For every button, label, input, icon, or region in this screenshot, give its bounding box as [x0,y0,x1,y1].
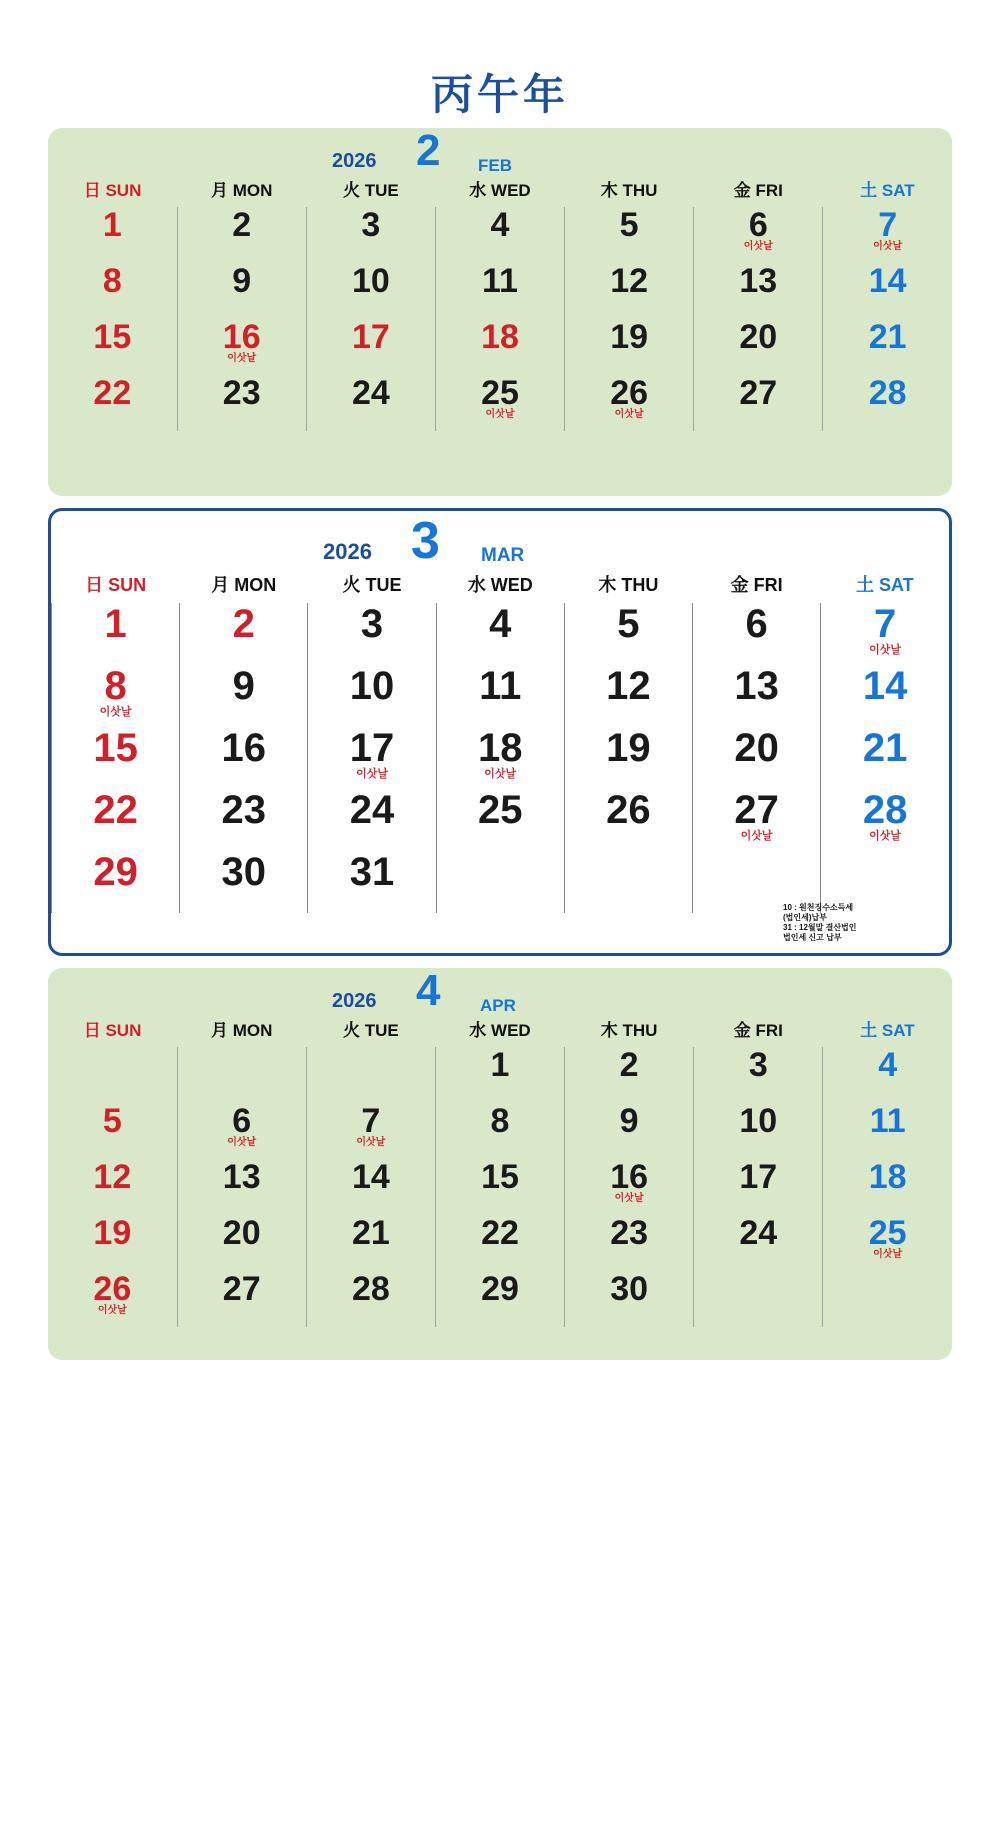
day-number: 28 [351,1270,390,1308]
day-number: 26 [606,788,651,832]
weekday-sat: 土 SAT [860,181,915,200]
weekday-fri: 金 FRI [733,1021,783,1040]
day-cell[interactable] [48,319,177,375]
calendar-grid-mar [51,569,949,913]
day-number: 13 [734,664,779,708]
day-cell[interactable] [177,263,306,319]
day-cell[interactable] [693,665,821,727]
day-cell-empty [823,1271,952,1327]
day-note: 이삿날 [356,1137,386,1149]
day-cell[interactable] [564,603,692,665]
month-year-apr: 2026 [332,990,377,1012]
day-cell[interactable] [565,1215,694,1271]
day-note: 이삿날 [99,705,132,718]
calendar-body-feb [48,207,952,431]
day-number: 12 [606,664,651,708]
day-number: 18 [481,318,519,356]
day-cell[interactable] [308,851,436,913]
day-number: 11 [479,664,522,708]
day-cell[interactable] [177,1159,306,1215]
month-year-mar: 2026 [323,539,372,564]
day-cell[interactable] [823,1047,952,1103]
day-note: 이삿날 [484,767,517,780]
day-cell[interactable] [48,263,177,319]
calendar-grid-feb [48,174,952,431]
week-row [52,727,950,789]
day-cell[interactable] [823,1215,952,1271]
day-number: 10 [351,262,390,300]
day-number: 4 [490,206,510,244]
day-cell[interactable] [306,375,435,431]
day-cell[interactable] [821,727,949,789]
month-number-mar: 3 [411,512,440,570]
month-abbr-mar: MAR [481,545,525,566]
day-note: 이삿날 [614,409,644,421]
day-cell[interactable] [435,375,564,431]
week-row [48,207,952,263]
day-cell[interactable] [177,319,306,375]
weekday-sat: 土 SAT [856,575,914,595]
day-cell[interactable] [694,1103,823,1159]
day-number: 18 [477,726,523,770]
day-cell[interactable] [177,1215,306,1271]
day-number: 27 [734,788,779,832]
day-cell[interactable] [436,603,564,665]
month-number-feb: 2 [416,126,441,175]
day-cell[interactable] [435,1271,564,1327]
day-number: 28 [862,788,908,832]
week-row [48,319,952,375]
day-number: 22 [481,1214,519,1252]
day-cell[interactable] [435,207,564,263]
day-note: 이삿날 [869,829,902,842]
day-number: 2 [619,1046,639,1084]
day-cell[interactable] [180,851,308,913]
day-number: 27 [222,1270,261,1308]
day-cell[interactable] [564,665,692,727]
month-year-feb: 2026 [332,150,377,172]
day-number: 16 [222,318,261,356]
day-number: 17 [349,726,395,770]
day-cell[interactable] [693,727,821,789]
day-cell-empty [306,1047,435,1103]
month-number-apr: 4 [416,966,441,1015]
day-number: 19 [93,1214,132,1252]
day-number: 24 [349,788,395,832]
day-cell[interactable] [177,1103,306,1159]
day-number: 5 [617,602,640,646]
day-cell[interactable] [435,1159,564,1215]
day-number: 1 [104,602,127,646]
day-cell[interactable] [48,207,177,263]
day-number: 3 [360,602,384,646]
day-number: 12 [610,262,649,300]
day-number: 25 [477,788,523,832]
day-number: 31 [349,850,395,894]
week-row [52,665,950,727]
day-cell[interactable] [565,1159,694,1215]
day-cell[interactable] [306,263,435,319]
day-number: 1 [490,1046,510,1084]
weekday-sat: 土 SAT [860,1021,915,1040]
weekday-tue: 火 TUE [342,575,402,595]
day-cell[interactable] [435,1103,564,1159]
day-number: 13 [739,262,778,300]
day-cell[interactable] [48,375,177,431]
day-number: 23 [221,788,267,832]
day-cell[interactable] [565,1047,694,1103]
day-number: 19 [610,318,649,356]
day-number: 29 [481,1270,519,1308]
day-number: 9 [619,1102,639,1140]
weekday-header-row [48,1014,952,1047]
day-cell[interactable] [308,727,436,789]
day-number: 9 [232,262,252,300]
month-panel-feb [48,128,952,496]
day-number: 21 [351,1214,390,1252]
day-cell[interactable] [435,319,564,375]
day-cell[interactable] [180,665,308,727]
day-cell-empty [436,851,564,913]
day-number: 6 [745,602,768,646]
weekday-wed: 水 WED [469,1021,531,1040]
day-number: 7 [878,206,898,244]
day-number: 27 [739,374,778,412]
weekday-fri: 金 FRI [730,575,783,595]
day-cell[interactable] [308,789,436,851]
calendar-grid-apr [48,1014,952,1327]
day-cell[interactable] [436,789,564,851]
day-note: 이삿날 [743,241,773,253]
day-note: 이삿날 [873,241,903,253]
day-cell[interactable] [823,263,952,319]
day-number: 5 [102,1102,122,1140]
day-number: 13 [222,1158,261,1196]
day-number: 22 [93,374,132,412]
day-number: 9 [232,664,255,708]
day-note: 이삿날 [227,1137,257,1149]
weekday-sun: 日 SUN [83,1021,142,1040]
day-number: 20 [739,318,778,356]
month-abbr-feb: FEB [478,156,512,175]
day-cell[interactable] [306,1271,435,1327]
day-number: 18 [868,1158,907,1196]
day-number: 25 [481,374,519,412]
day-number: 16 [221,726,267,770]
day-number: 17 [351,318,390,356]
day-cell[interactable] [52,789,180,851]
day-cell[interactable] [306,319,435,375]
weekday-tue: 火 TUE [342,181,399,200]
week-row [48,1271,952,1327]
day-number: 16 [610,1158,649,1196]
day-number: 14 [351,1158,390,1196]
day-cell[interactable] [435,1215,564,1271]
day-cell[interactable] [694,207,823,263]
day-cell[interactable] [565,1103,694,1159]
day-number: 7 [361,1102,381,1140]
weekday-wed: 水 WED [467,575,533,595]
day-number: 22 [93,788,138,832]
page-title: 丙午年 [430,71,569,118]
day-cell[interactable] [306,207,435,263]
day-cell[interactable] [694,1215,823,1271]
day-number: 8 [104,664,127,708]
weekday-sun: 日 SUN [83,181,142,200]
day-number: 21 [862,726,908,770]
day-number: 4 [878,1046,898,1084]
weekday-wed: 水 WED [469,181,531,200]
day-cell-empty [177,1047,306,1103]
day-cell[interactable] [823,375,952,431]
month-header-apr [48,968,952,1014]
day-note: 이삿날 [97,1305,127,1317]
day-number: 24 [739,1214,778,1252]
day-number: 15 [93,726,138,770]
weekday-tue: 火 TUE [342,1021,399,1040]
day-number: 28 [868,374,907,412]
day-cell[interactable] [308,603,436,665]
day-number: 3 [361,206,381,244]
day-number: 29 [93,850,138,894]
day-number: 11 [869,1102,906,1140]
day-number: 23 [610,1214,649,1252]
day-cell[interactable] [306,1215,435,1271]
day-cell[interactable] [821,603,949,665]
week-row [48,1103,952,1159]
day-cell[interactable] [823,1159,952,1215]
month-header-mar [51,511,949,569]
day-cell[interactable] [694,263,823,319]
day-number: 12 [93,1158,132,1196]
week-row [48,1159,952,1215]
weekday-header-row [52,569,950,603]
day-number: 3 [748,1046,768,1084]
day-cell[interactable] [177,207,306,263]
day-cell[interactable] [565,319,694,375]
day-cell[interactable] [565,375,694,431]
day-number: 5 [619,206,639,244]
day-number: 8 [490,1102,510,1140]
day-number: 10 [349,664,395,708]
day-cell[interactable] [693,789,821,851]
day-cell[interactable] [435,263,564,319]
day-number: 24 [351,374,390,412]
day-number: 10 [739,1102,778,1140]
day-cell[interactable] [823,319,952,375]
day-cell[interactable] [177,375,306,431]
day-cell-empty [694,1271,823,1327]
day-cell[interactable] [52,603,180,665]
day-note: 이삿날 [869,643,902,656]
day-note: 이삿날 [614,1193,644,1205]
day-note: 이삿날 [227,353,257,365]
weekday-thu: 木 THU [600,1021,658,1040]
day-number: 17 [739,1158,778,1196]
day-cell-empty [564,851,692,913]
month-panel-mar [48,508,952,956]
day-number: 11 [482,262,518,300]
day-cell[interactable] [52,727,180,789]
day-cell[interactable] [52,665,180,727]
month-abbr-apr: APR [480,996,516,1015]
day-cell[interactable] [306,1159,435,1215]
week-row [48,375,952,431]
day-number: 2 [232,602,255,646]
day-number: 23 [222,374,261,412]
day-cell[interactable] [564,789,692,851]
day-cell[interactable] [180,727,308,789]
day-number: 6 [232,1102,252,1140]
day-cell[interactable] [48,1159,177,1215]
day-number: 1 [102,206,122,244]
day-cell[interactable] [694,375,823,431]
weekday-mon: 月 MON [211,575,277,595]
day-number: 30 [610,1270,649,1308]
day-cell[interactable] [565,263,694,319]
day-cell[interactable] [823,1103,952,1159]
day-number: 26 [610,374,649,412]
day-number: 19 [606,726,651,770]
day-cell[interactable] [180,789,308,851]
day-cell[interactable] [48,1271,177,1327]
day-cell[interactable] [565,207,694,263]
week-row [48,1215,952,1271]
calendar-body-apr [48,1047,952,1327]
day-cell[interactable] [436,665,564,727]
day-cell[interactable] [821,789,949,851]
month-panel-apr [48,968,952,1360]
day-cell[interactable] [48,1215,177,1271]
day-cell[interactable] [564,727,692,789]
day-cell[interactable] [308,665,436,727]
day-note: 이삿날 [356,767,388,780]
day-number: 30 [221,850,267,894]
day-cell[interactable] [48,1103,177,1159]
day-cell[interactable] [435,1047,564,1103]
day-cell[interactable] [694,1047,823,1103]
weekday-fri: 金 FRI [733,181,783,200]
day-number: 20 [734,726,779,770]
day-number: 14 [862,664,908,708]
weekday-mon: 月 MON [211,181,273,200]
week-row [48,1047,952,1103]
day-cell[interactable] [177,1271,306,1327]
day-number: 20 [222,1214,261,1252]
day-number: 7 [873,602,897,646]
day-cell-empty [48,1047,177,1103]
week-row [48,263,952,319]
day-cell[interactable] [436,727,564,789]
day-cell[interactable] [823,207,952,263]
weekday-thu: 木 THU [598,575,659,595]
day-cell[interactable] [52,851,180,913]
day-note: 이삿날 [485,409,515,421]
weekday-thu: 木 THU [600,181,658,200]
day-cell[interactable] [693,603,821,665]
week-row [52,789,950,851]
day-number: 26 [93,1270,132,1308]
calendar-body-mar [52,603,950,913]
weekday-mon: 月 MON [211,1021,273,1040]
day-note: 이삿날 [740,829,773,842]
day-number: 14 [868,262,907,300]
day-note: 이삿날 [873,1249,903,1261]
day-cell[interactable] [180,603,308,665]
day-cell[interactable] [306,1103,435,1159]
tax-footnote: 10 : 원천징수소득세 (법인세)납부 31 : 12월말 결산법인 법인세 신고 납부 [783,903,857,942]
day-number: 6 [748,206,768,244]
day-cell[interactable] [565,1271,694,1327]
day-number: 2 [232,206,252,244]
day-number: 8 [102,262,122,300]
day-number: 4 [489,602,512,646]
day-number: 25 [868,1214,907,1252]
day-number: 15 [481,1158,519,1196]
month-header-feb [48,128,952,174]
day-cell[interactable] [821,665,949,727]
day-cell[interactable] [694,319,823,375]
weekday-header-row [48,174,952,207]
weekday-sun: 日 SUN [85,575,147,595]
day-number: 21 [868,318,907,356]
week-row [52,603,950,665]
day-number: 15 [93,318,132,356]
day-cell[interactable] [694,1159,823,1215]
